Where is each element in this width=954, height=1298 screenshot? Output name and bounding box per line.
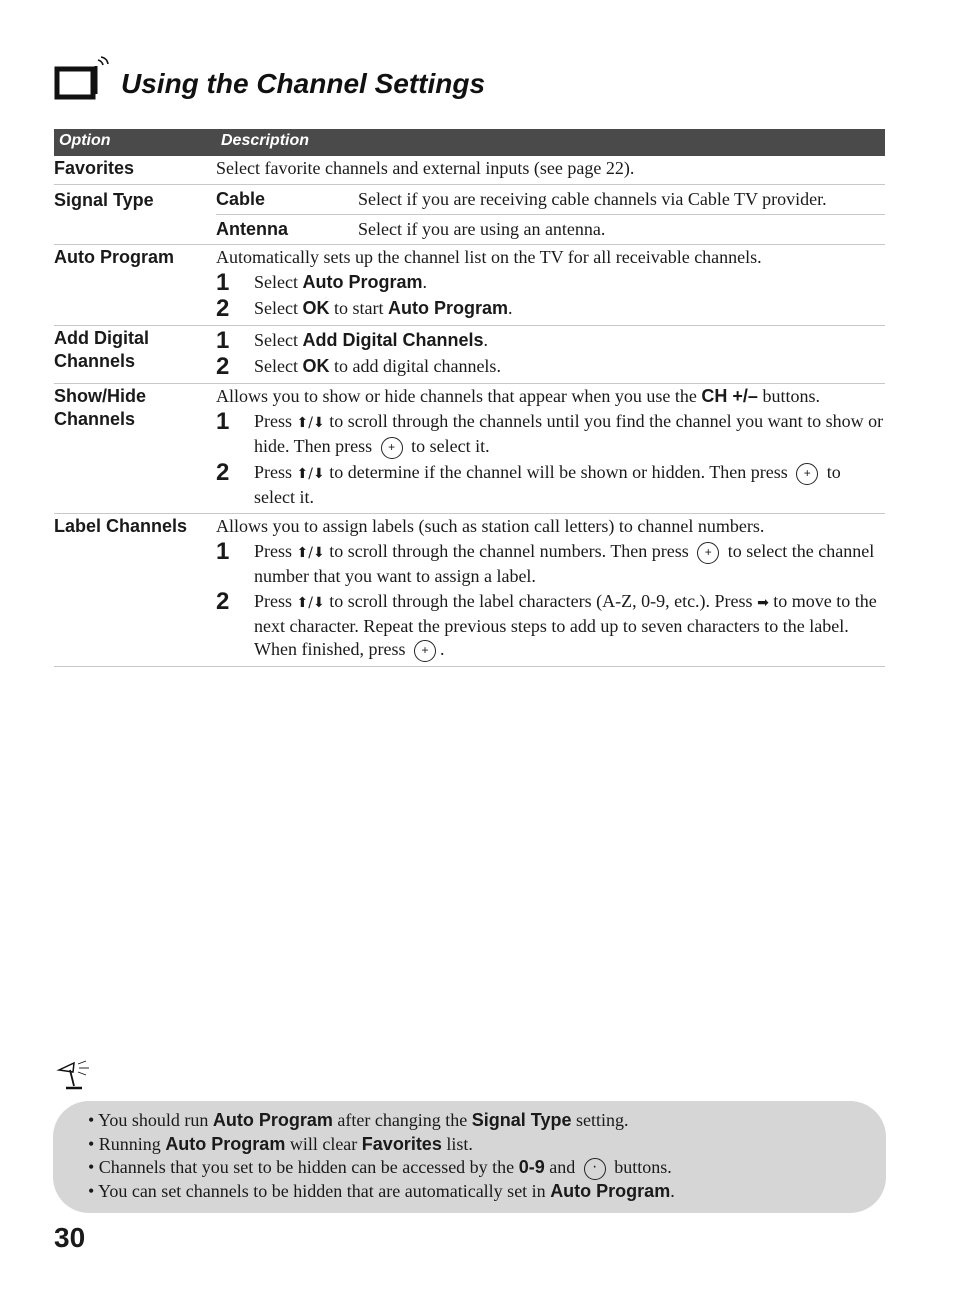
enter-button-icon bbox=[381, 437, 403, 459]
option-label: Auto Program bbox=[54, 247, 175, 267]
option-label: Show/Hide Channels bbox=[54, 386, 147, 429]
enter-button-icon bbox=[414, 640, 436, 662]
page-title: Using the Channel Settings bbox=[121, 68, 486, 99]
step-text: Select Auto Program. bbox=[254, 272, 427, 292]
step-number: 1 bbox=[216, 327, 230, 354]
step-text: Press ⬆/⬇ to scroll through the label characters (A-Z, 0-9, etc.). Press ➡ to move to the next character. Repeat the previous steps to add up to seven characters to the label. When finished, press +. bbox=[254, 590, 885, 662]
tip-item: • You should run Auto Program after changing the Signal Type setting. bbox=[88, 1110, 629, 1130]
page-number: 30 bbox=[54, 1222, 86, 1253]
tip-item: • Channels that you set to be hidden can be accessed by the 0-9 and · buttons. bbox=[88, 1156, 886, 1180]
step-number: 2 bbox=[216, 353, 230, 380]
step-text: Press ⬆/⬇ to determine if the channel will be shown or hidden. Then press + to select it. bbox=[254, 461, 885, 509]
table-row-favorites bbox=[54, 156, 885, 185]
option-label: Label Channels bbox=[54, 515, 188, 536]
table-row-signal-type bbox=[54, 185, 885, 245]
sub-row-cable bbox=[216, 185, 885, 215]
step-2 bbox=[216, 458, 885, 509]
sub-description: Select if you are receiving cable channels via Cable TV provider. bbox=[358, 189, 827, 209]
step-number: 2 bbox=[216, 587, 230, 615]
right-arrow-icon: ➡ bbox=[757, 594, 769, 611]
tip-item: • You can set channels to be hidden that are automatically set in Auto Program. bbox=[88, 1180, 675, 1201]
page-header bbox=[54, 56, 894, 106]
step-text: Press ⬆/⬇ to scroll through the channel numbers. Then press + to select the channel number that you want to assign a label. bbox=[254, 540, 885, 588]
step-2 bbox=[216, 355, 885, 379]
enter-button-icon bbox=[697, 542, 719, 564]
step-2 bbox=[216, 297, 885, 321]
tip-item: • Running Auto Program will clear Favorites list. bbox=[88, 1133, 473, 1154]
option-label: Signal Type bbox=[54, 190, 154, 210]
up-down-arrow-icon: ⬆/⬇ bbox=[296, 594, 325, 611]
sub-row-antenna bbox=[216, 215, 885, 244]
tips-box bbox=[53, 1101, 886, 1213]
up-down-arrow-icon: ⬆/⬇ bbox=[296, 465, 325, 482]
step-number: 1 bbox=[216, 537, 230, 565]
step-text: Select OK to add digital channels. bbox=[254, 356, 501, 376]
step-1 bbox=[216, 537, 885, 588]
step-number: 2 bbox=[216, 458, 230, 486]
intro-text: Automatically sets up the channel list on the TV for all receivable channels. bbox=[216, 247, 762, 267]
settings-table bbox=[54, 129, 885, 667]
input-button-icon bbox=[584, 1158, 606, 1180]
up-down-arrow-icon: ⬆/⬇ bbox=[296, 415, 325, 431]
option-description bbox=[216, 514, 885, 666]
step-2 bbox=[216, 587, 885, 662]
header-option: Option bbox=[59, 132, 111, 149]
table-row-auto-program bbox=[54, 245, 885, 326]
option-label: Add Digital Channels bbox=[54, 328, 149, 371]
step-1 bbox=[216, 410, 885, 459]
step-number: 1 bbox=[216, 408, 230, 435]
option-label: Favorites bbox=[54, 158, 135, 178]
step-text: Select Add Digital Channels. bbox=[254, 330, 488, 350]
table-header bbox=[54, 129, 885, 156]
step-1 bbox=[216, 271, 885, 295]
step-text: Press ⬆/⬇ to scroll through the channels until you find the channel you want to show or hide. Then press + to select it. bbox=[254, 410, 885, 459]
option-description bbox=[216, 185, 885, 244]
step-1 bbox=[216, 329, 885, 353]
header-description: Description bbox=[221, 132, 310, 149]
option-description: Select favorite channels and external inputs (see page 22). bbox=[216, 158, 635, 178]
table-row-add-digital-channels bbox=[54, 326, 885, 384]
sub-label: Cable bbox=[216, 189, 266, 209]
desk-lamp-icon bbox=[56, 1058, 96, 1092]
tv-broadcast-icon bbox=[54, 56, 110, 102]
option-description bbox=[216, 384, 885, 513]
intro-text: Allows you to show or hide channels that appear when you use the CH +/– buttons. bbox=[216, 386, 820, 406]
option-description bbox=[216, 326, 885, 383]
table-row-label-channels bbox=[54, 514, 885, 667]
sub-description: Select if you are using an antenna. bbox=[358, 219, 606, 239]
table-row-show-hide-channels bbox=[54, 384, 885, 514]
step-number: 1 bbox=[216, 269, 230, 296]
sub-label: Antenna bbox=[216, 219, 288, 239]
enter-button-icon bbox=[796, 463, 818, 485]
intro-text: Allows you to assign labels (such as station call letters) to channel numbers. bbox=[216, 515, 765, 536]
step-number: 2 bbox=[216, 295, 230, 322]
up-down-arrow-icon: ⬆/⬇ bbox=[296, 544, 325, 561]
option-description bbox=[216, 245, 885, 325]
step-text: Select OK to start Auto Program. bbox=[254, 298, 513, 318]
